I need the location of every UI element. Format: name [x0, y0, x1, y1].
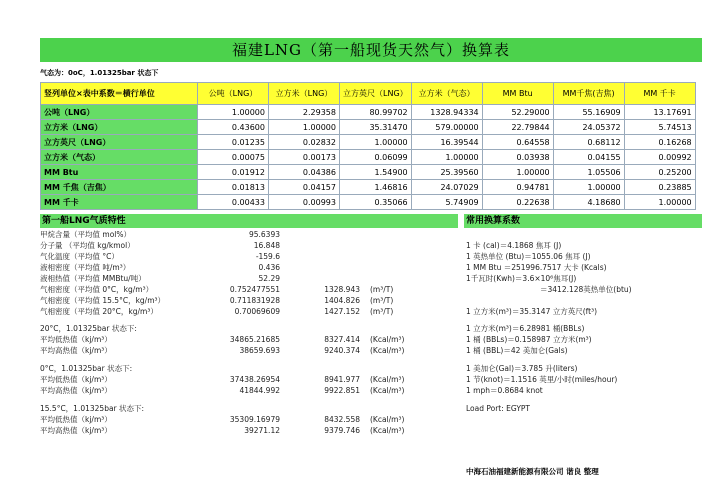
quality-unit: (Kcal/m³) — [370, 335, 405, 344]
table-cell: 0.04386 — [269, 165, 340, 180]
corner-cell: 竖列单位×表中系数＝横行单位 — [41, 83, 198, 105]
quality-unit: (Kcal/m³) — [370, 415, 405, 424]
table-cell: 80.99702 — [340, 105, 412, 120]
table-row — [41, 165, 696, 180]
page-title: 福建LNG（第一船现货天然气）换算表 — [40, 38, 702, 62]
table-cell: 1.00000 — [553, 180, 624, 195]
common-row: 1 卡 (cal)＝4.1868 焦耳 (J) — [466, 241, 562, 250]
quality-v1: -159.6 — [255, 252, 280, 261]
table-cell: 0.01912 — [198, 165, 269, 180]
common-row: ＝3412.128英热单位(btu) — [540, 285, 632, 294]
quality-v1: 35309.16979 — [229, 415, 280, 424]
column-header: 立方米（LNG） — [269, 83, 340, 105]
table-cell: 1.00000 — [198, 105, 269, 120]
footer-credit: 中海石油福建新能源有限公司 谐良 整理 — [466, 467, 599, 476]
table-cell: 0.43600 — [198, 120, 269, 135]
quality-v2: 8941.977 — [324, 375, 360, 384]
table-cell: 1.00000 — [624, 195, 695, 210]
quality-v2: 1404.826 — [324, 296, 360, 305]
quality-v2: 1328.943 — [324, 285, 360, 294]
column-header: 立方英尺（LNG） — [340, 83, 412, 105]
quality-v1: 0.70069609 — [234, 307, 280, 316]
table-cell: 1.46816 — [340, 180, 412, 195]
quality-label: 平均低热值（kj/m³） — [40, 335, 112, 344]
table-cell: 13.17691 — [624, 105, 695, 120]
table-cell: 35.31470 — [340, 120, 412, 135]
table-cell: 1.00000 — [269, 120, 340, 135]
table-cell: 0.22638 — [482, 195, 553, 210]
table-cell: 0.00992 — [624, 150, 695, 165]
row-label: MM 千焦（吉焦） — [41, 180, 198, 195]
table-cell: 5.74909 — [411, 195, 482, 210]
quality-v2: 8327.414 — [324, 335, 360, 344]
quality-v1: 34865.21685 — [229, 335, 280, 344]
quality-label: 平均高热值（kj/m³） — [40, 386, 112, 395]
quality-v1: 16.848 — [253, 241, 280, 250]
row-label: 公吨（LNG） — [41, 105, 198, 120]
table-cell: 22.79844 — [482, 120, 553, 135]
common-row: Load Port: EGYPT — [466, 404, 531, 413]
table-row — [41, 195, 696, 210]
table-cell: 0.00993 — [269, 195, 340, 210]
row-label: 立方英尺（LNG） — [41, 135, 198, 150]
table-cell: 1.00000 — [340, 135, 412, 150]
table-cell: 0.68112 — [553, 135, 624, 150]
row-label: MM 千卡 — [41, 195, 198, 210]
quality-v1: 52.29 — [258, 274, 280, 283]
quality-unit: (m³/T) — [370, 285, 394, 294]
quality-label: 液相热值（平均值 MMBtu/吨） — [40, 274, 146, 283]
quality-label: 分子量 （平均值 kg/kmol） — [40, 241, 135, 250]
quality-v2: 9240.374 — [324, 346, 360, 355]
quality-label: 气相密度（平均值 0°C，kg/m³） — [40, 285, 154, 294]
table-cell: 52.29000 — [482, 105, 553, 120]
quality-unit: (Kcal/m³) — [370, 426, 405, 435]
common-row: 1 立方米(m³)＝35.3147 立方英尺(ft³) — [466, 307, 598, 316]
quality-v2: 9922.851 — [324, 386, 360, 395]
table-cell: 1.54900 — [340, 165, 412, 180]
table-cell: 0.03938 — [482, 150, 553, 165]
quality-unit: (Kcal/m³) — [370, 346, 405, 355]
conditions-note: 气态为：0oC，1.01325bar 状态下 — [40, 69, 159, 77]
column-header: MM Btu — [482, 83, 553, 105]
table-cell: 0.00433 — [198, 195, 269, 210]
common-row: 1 美加仑(Gal)＝3.785 升(liters) — [466, 364, 578, 373]
table-cell: 0.04157 — [269, 180, 340, 195]
row-label: MM Btu — [41, 165, 198, 180]
quality-label: 平均低热值（kj/m³） — [40, 375, 112, 384]
quality-heading: 第一船LNG气质特性 — [40, 214, 458, 228]
common-row: 1千瓦时(Kwh)＝3.6×10⁶焦耳(J) — [466, 274, 577, 283]
common-row: 1 桶 (BBLs)＝0.158987 立方米(m³) — [466, 335, 592, 344]
quality-v1: 38659.693 — [239, 346, 280, 355]
table-cell: 0.94781 — [482, 180, 553, 195]
quality-label: 15.5°C，1.01325bar 状态下: — [40, 404, 145, 413]
table-cell: 0.25200 — [624, 165, 695, 180]
table-cell: 24.05372 — [553, 120, 624, 135]
table-cell: 25.39560 — [411, 165, 482, 180]
quality-label: 气化温度（平均值 °C） — [40, 252, 119, 261]
quality-v1: 0.752477551 — [229, 285, 280, 294]
quality-label: 平均低热值（kj/m³） — [40, 415, 112, 424]
column-header: 立方米（气态） — [411, 83, 482, 105]
quality-v1: 0.711831928 — [229, 296, 280, 305]
table-row — [41, 105, 696, 120]
quality-v1: 41844.992 — [239, 386, 280, 395]
table-cell: 0.01235 — [198, 135, 269, 150]
table-cell: 0.00075 — [198, 150, 269, 165]
table-cell: 0.04155 — [553, 150, 624, 165]
table-cell: 0.16268 — [624, 135, 695, 150]
common-row: 1 MM Btu ＝251996.7517 大卡 (Kcals) — [466, 263, 607, 272]
table-cell: 4.18680 — [553, 195, 624, 210]
quality-unit: (m³/T) — [370, 307, 394, 316]
column-header: 公吨（LNG） — [198, 83, 269, 105]
quality-label: 平均高热值（kj/m³） — [40, 346, 112, 355]
common-row: 1 节(knot)＝1.1516 英里/小时(miles/hour) — [466, 375, 618, 384]
quality-v1: 39271.12 — [244, 426, 280, 435]
column-header: MM 千卡 — [624, 83, 695, 105]
common-row: 1 mph＝0.8684 knot — [466, 386, 543, 395]
table-cell: 1.00000 — [411, 150, 482, 165]
table-cell: 1.00000 — [482, 165, 553, 180]
table-cell: 0.64558 — [482, 135, 553, 150]
table-cell: 55.16909 — [553, 105, 624, 120]
quality-label: 20°C，1.01325bar 状态下: — [40, 324, 137, 333]
quality-v1: 95.6393 — [248, 230, 280, 239]
common-row: 1 英热单位 (Btu)＝1055.06 焦耳 (J) — [466, 252, 591, 261]
table-row — [41, 135, 696, 150]
quality-label: 甲烷含量（平均值 mol%） — [40, 230, 131, 239]
quality-label: 气相密度（平均值 20°C，kg/m³） — [40, 307, 158, 316]
quality-label: 气相密度（平均值 15.5°C，kg/m³） — [40, 296, 166, 305]
common-heading: 常用换算系数 — [464, 214, 702, 228]
table-cell: 24.07029 — [411, 180, 482, 195]
quality-v2: 8432.558 — [324, 415, 360, 424]
quality-unit: (Kcal/m³) — [370, 386, 405, 395]
quality-label: 液相密度（平均值 吨/m³） — [40, 263, 131, 272]
table-cell: 0.06099 — [340, 150, 412, 165]
quality-label: 0°C，1.01325bar 状态下: — [40, 364, 133, 373]
table-cell: 1328.94334 — [411, 105, 482, 120]
conversion-table — [40, 82, 696, 210]
table-cell: 5.74513 — [624, 120, 695, 135]
table-cell: 0.02832 — [269, 135, 340, 150]
quality-v1: 0.436 — [258, 263, 280, 272]
quality-label: 平均高热值（kj/m³） — [40, 426, 112, 435]
table-cell: 16.39544 — [411, 135, 482, 150]
column-header: MM千焦(吉焦) — [553, 83, 624, 105]
table-cell: 0.01813 — [198, 180, 269, 195]
table-cell: 1.05506 — [553, 165, 624, 180]
table-row — [41, 150, 696, 165]
quality-v2: 9379.746 — [324, 426, 360, 435]
table-row — [41, 180, 696, 195]
table-cell: 0.23885 — [624, 180, 695, 195]
quality-unit: (Kcal/m³) — [370, 375, 405, 384]
quality-v1: 37438.26954 — [229, 375, 280, 384]
common-row: 1 立方米(m³)＝6.28981 桶(BBLs) — [466, 324, 585, 333]
common-row: 1 桶 (BBL)＝42 美加仑(Gals) — [466, 346, 568, 355]
table-cell: 0.35066 — [340, 195, 412, 210]
quality-unit: (m³/T) — [370, 296, 394, 305]
table-cell: 0.00173 — [269, 150, 340, 165]
row-label: 立方米（LNG） — [41, 120, 198, 135]
table-cell: 2.29358 — [269, 105, 340, 120]
table-row — [41, 120, 696, 135]
quality-v2: 1427.152 — [324, 307, 360, 316]
table-header-row — [41, 83, 696, 105]
row-label: 立方米（气态） — [41, 150, 198, 165]
table-cell: 579.00000 — [411, 120, 482, 135]
